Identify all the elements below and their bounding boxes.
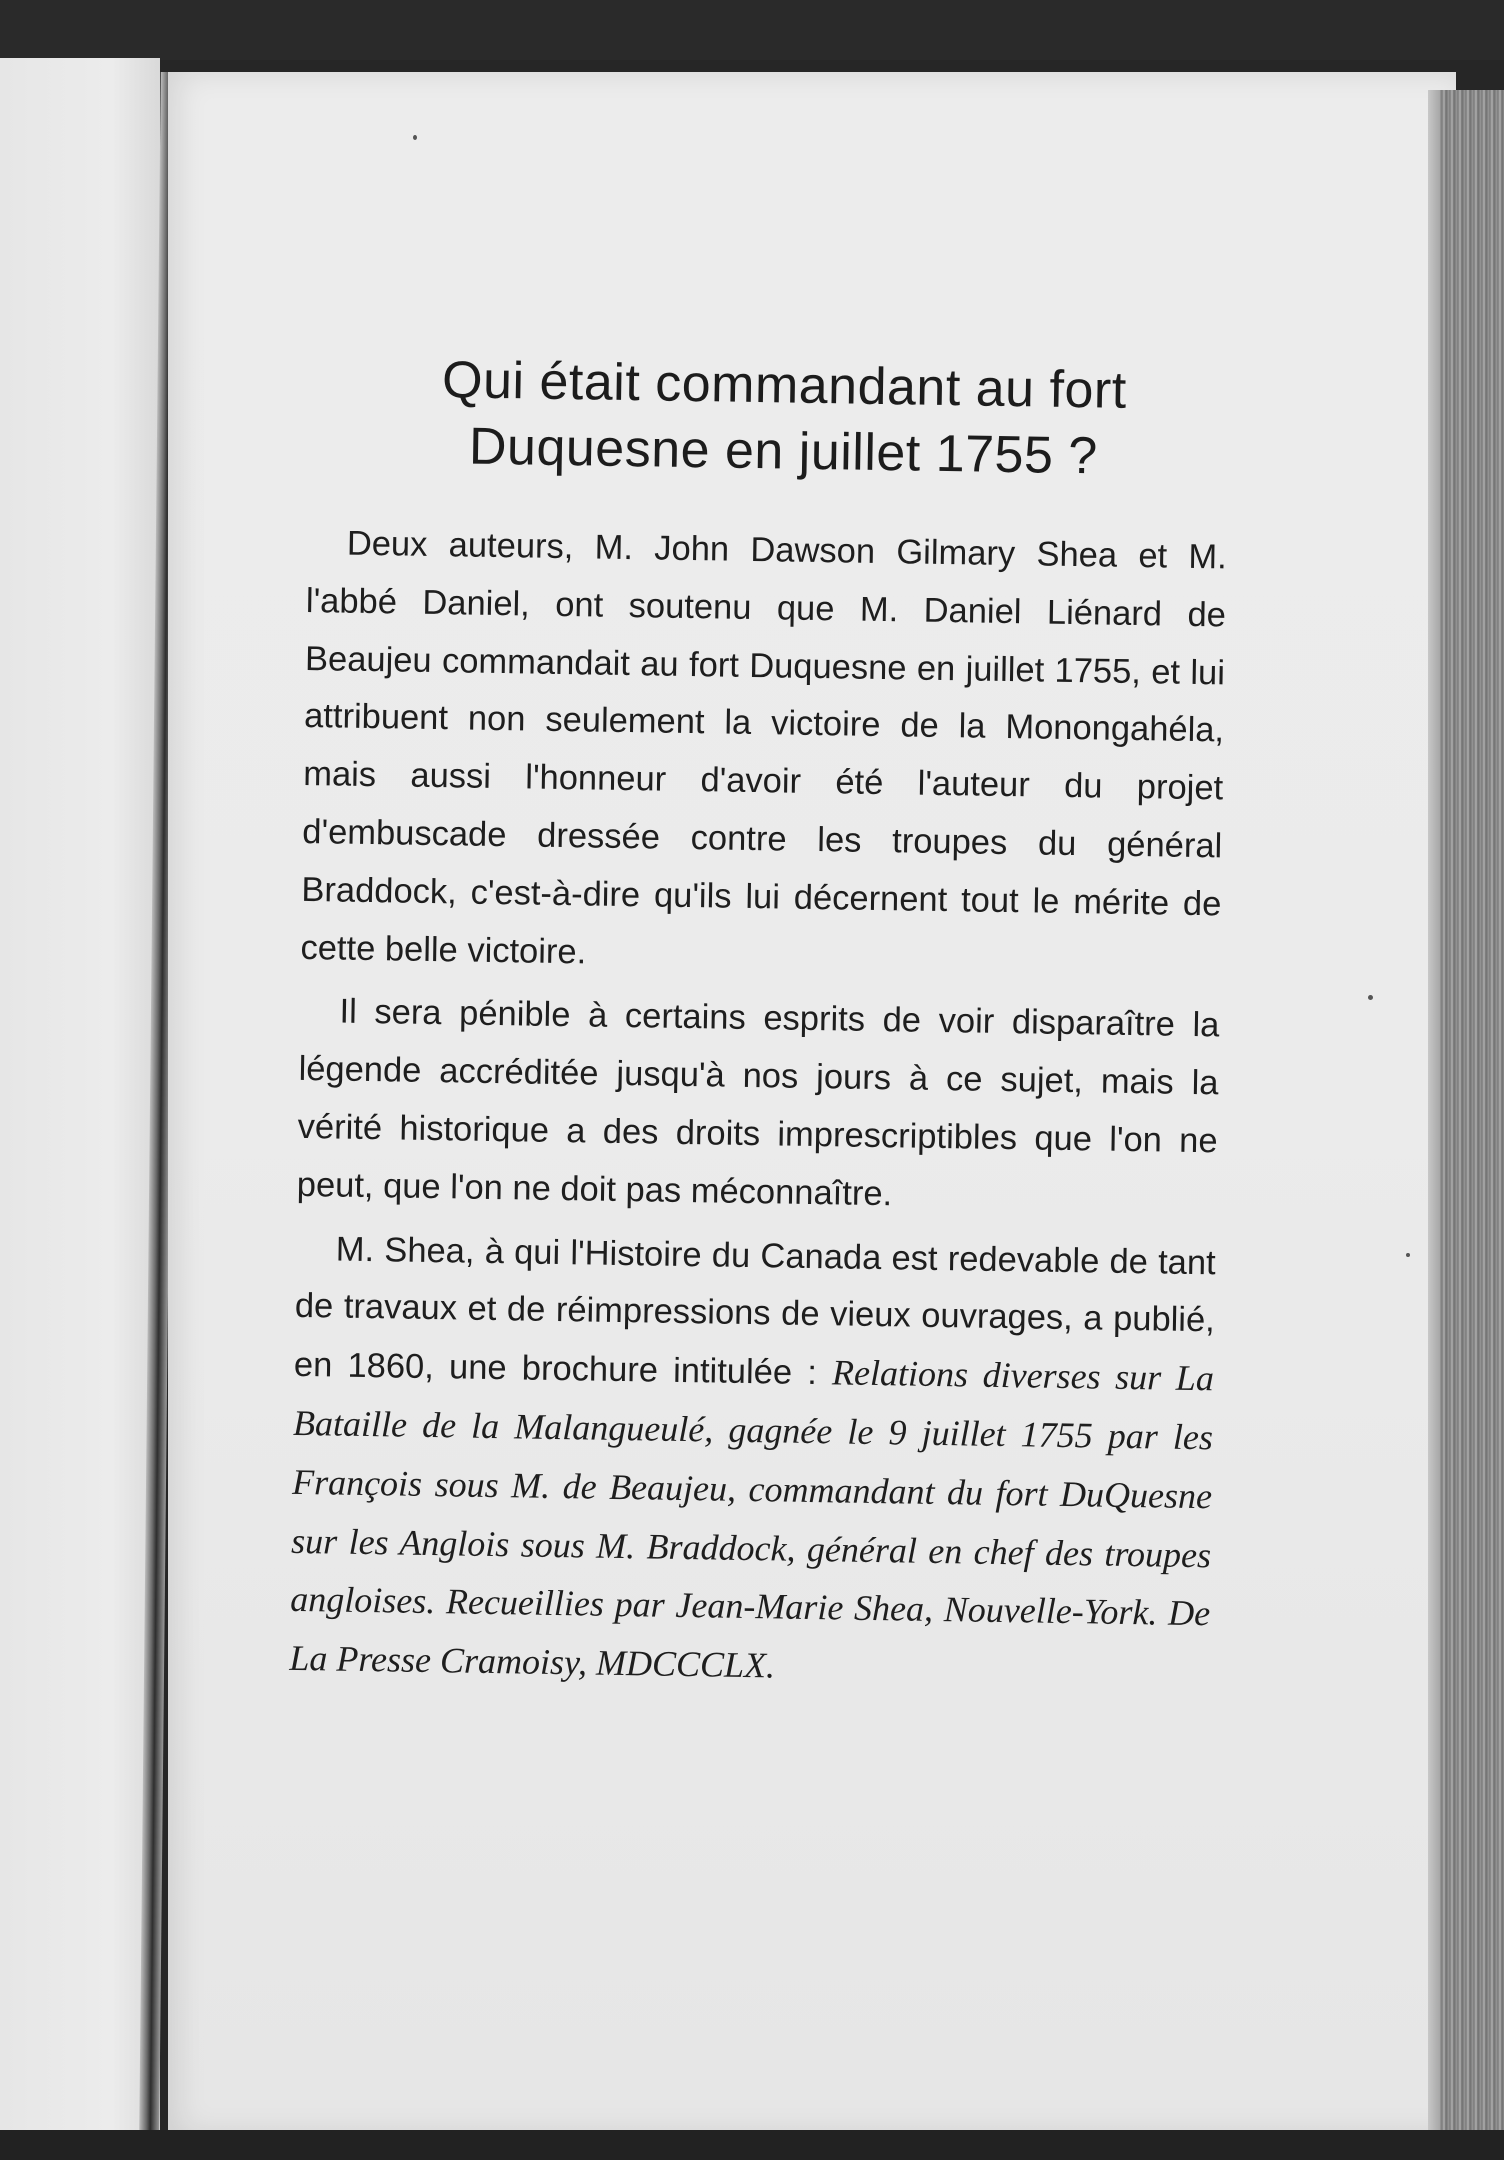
page-content [289,345,1230,1709]
chapter-title: Qui était commandant au fort Duquesne en juillet 1755 ? [441,351,1128,486]
paragraph-text: Il sera pénible à certains esprits de voir disparaître la légende accréditée jusqu'à nos jours à ce sujet, mais la vérité historique a des droits imprescriptibles que l'on ne peut, que l'on ne doit pas méconnaître. [296,992,1220,1214]
facing-blank-page [0,58,160,2138]
brochure-title: Relations diverses sur La Bataille de la Malangueulé, gagnée le 9 juillet 1755 par les François sous M. de Beaujeu, commandant du fort DuQuesne sur les Anglois sous M. Braddock, général en chef des troupes angloises. Recueillies par Jean-Marie Shea, Nouvelle-York. De La Presse Cramoisy, MDCCCLX. [289,1352,1215,1686]
scan-speck [1368,995,1373,1000]
body-text [289,515,1227,1703]
paragraph: Deux auteurs, M. John Dawson Gilmary Shea et M. l'abbé Daniel, ont soutenu que M. Daniel Liénard de Beaujeu commandait au fort Duquesne en juillet 1755, et lui attribuent non seulement la victoire de la Monongahéla, mais aussi l'honneur d'avoir été l'auteur du projet d'embuscade dressée contre les troupes du général Braddock, c'est-à-dire qu'ils lui décernent tout le mérite de cette belle victoire. [300,524,1228,971]
scan-background-top [0,0,1504,60]
page-edges-stack [1440,90,1504,2140]
scan-background-bottom [0,2130,1504,2160]
paragraph [296,983,1220,1229]
scan-speck [1406,1253,1410,1257]
paragraph-intro: M. Shea, à qui l'Histoire du Canada est redevable de tant de travaux et de réimpressions de vieux ouvrages, a publié, en 1860, une brochure intitulée : [293,1230,1216,1393]
scan-speck [413,135,417,140]
paragraph [289,1220,1216,1703]
